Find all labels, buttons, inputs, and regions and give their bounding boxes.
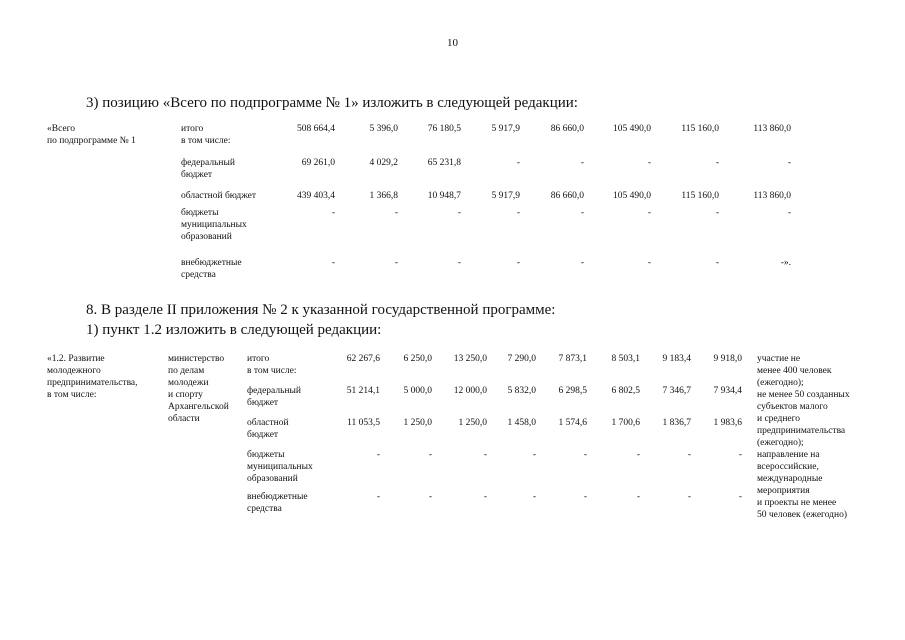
funding-source-label: внебюджетные средства — [181, 258, 242, 280]
table-cell: 1 366,8 — [369, 191, 398, 201]
table-cell: - — [516, 258, 520, 268]
table-cell: - — [428, 492, 432, 502]
table-cell: - — [394, 258, 398, 268]
table1-label: «Всего по подпрограмме № 1 — [47, 124, 136, 146]
table2-label: «1.2. Развитие молодежного предпринимательства, в том числе: — [47, 354, 138, 400]
table-cell: - — [787, 208, 791, 218]
table-cell: 5 000,0 — [403, 386, 432, 396]
table2-executor: министерство по делам молодежи и спорту Архангельской области — [168, 354, 229, 424]
table-cell: - — [532, 492, 536, 502]
table-cell: 1 700,6 — [611, 418, 640, 428]
table-cell: - — [787, 158, 791, 168]
table-cell: - — [738, 492, 742, 502]
table-cell: - — [483, 450, 487, 460]
table-cell: 113 860,0 — [753, 124, 791, 134]
table-cell: 1 836,7 — [662, 418, 691, 428]
table-cell: - — [331, 258, 335, 268]
table-cell: 69 261,0 — [301, 158, 335, 168]
funding-source-label: бюджеты муниципальных образований — [247, 450, 313, 484]
table-cell: - — [516, 158, 520, 168]
table-cell: 1 250,0 — [458, 418, 487, 428]
funding-source-label: внебюджетные средства — [247, 492, 308, 514]
table-cell: - — [583, 492, 587, 502]
table-cell: - — [428, 450, 432, 460]
heading-item-1: 1) пункт 1.2 изложить в следующей редакции: — [86, 322, 382, 338]
table-cell: - — [580, 258, 584, 268]
table-cell: 5 917,9 — [491, 191, 520, 201]
funding-source-label: бюджеты муниципальных образований — [181, 208, 247, 242]
table-cell: - — [457, 258, 461, 268]
table-cell: 5 396,0 — [369, 124, 398, 134]
table-cell: 4 029,2 — [369, 158, 398, 168]
table-cell: - — [715, 258, 719, 268]
table-cell: 9 918,0 — [713, 354, 742, 364]
table-cell: 113 860,0 — [753, 191, 791, 201]
table-cell: - — [715, 158, 719, 168]
table-cell: - — [376, 492, 380, 502]
table-cell: 115 160,0 — [681, 191, 719, 201]
table-cell: - — [647, 158, 651, 168]
table2-result: участие не менее 400 человек (ежегодно); не менее 50 созданных субъектов малого и среднего предпринимательства (ежегодно); направление на всероссийские, международные мероприятия и проекты не менее 50 человек (ежегодно) — [757, 354, 850, 520]
table-cell: 7 290,0 — [507, 354, 536, 364]
table-cell: - — [331, 208, 335, 218]
table-cell: 1 458,0 — [507, 418, 536, 428]
table-cell: - — [580, 208, 584, 218]
table-cell: - — [532, 450, 536, 460]
table-cell: 65 231,8 — [427, 158, 461, 168]
table-cell: 62 267,6 — [346, 354, 380, 364]
heading-section-8: 8. В разделе II приложения № 2 к указанной государственной программе: — [86, 302, 556, 318]
table-cell: 13 250,0 — [453, 354, 487, 364]
table-cell: - — [516, 208, 520, 218]
table-cell: 12 000,0 — [453, 386, 487, 396]
table-cell: 1 250,0 — [403, 418, 432, 428]
table-cell: - — [583, 450, 587, 460]
table-cell: 6 250,0 — [403, 354, 432, 364]
table-cell: 6 298,5 — [558, 386, 587, 396]
table-cell: - — [738, 450, 742, 460]
funding-source-label: федеральный бюджет — [247, 386, 301, 408]
table-cell: 76 180,5 — [427, 124, 461, 134]
table-cell: - — [636, 450, 640, 460]
funding-source-label: итого в том числе: — [181, 124, 231, 146]
table-cell: 86 660,0 — [550, 124, 584, 134]
funding-source-label: итого в том числе: — [247, 354, 297, 376]
table-cell: - — [394, 208, 398, 218]
table-cell: - — [687, 450, 691, 460]
table-cell: 6 802,5 — [611, 386, 640, 396]
table-cell: - — [376, 450, 380, 460]
table-cell: 5 832,0 — [507, 386, 536, 396]
table-cell: 508 664,4 — [297, 124, 335, 134]
funding-source-label: областной бюджет — [247, 418, 289, 440]
funding-source-label: областной бюджет — [181, 191, 257, 201]
page-number: 10 — [447, 37, 458, 49]
table-cell: 51 214,1 — [346, 386, 380, 396]
table-cell: - — [715, 208, 719, 218]
table-cell: 105 490,0 — [613, 124, 651, 134]
table-cell: 7 346,7 — [662, 386, 691, 396]
table-cell: - — [483, 492, 487, 502]
table-cell: 10 948,7 — [427, 191, 461, 201]
table-cell: 11 053,5 — [347, 418, 380, 428]
table-cell: - — [647, 258, 651, 268]
table-cell: 1 983,6 — [713, 418, 742, 428]
table-cell: - — [457, 208, 461, 218]
table-cell: - — [636, 492, 640, 502]
table-cell: - — [687, 492, 691, 502]
table-cell: -». — [780, 258, 791, 268]
table-cell: 9 183,4 — [662, 354, 691, 364]
table-cell: 105 490,0 — [613, 191, 651, 201]
table-cell: 439 403,4 — [297, 191, 335, 201]
table-cell: - — [580, 158, 584, 168]
table-cell: 7 934,4 — [713, 386, 742, 396]
table-cell: 1 574,6 — [558, 418, 587, 428]
table-cell: 5 917,9 — [491, 124, 520, 134]
heading-item-3: 3) позицию «Всего по подпрограмме № 1» изложить в следующей редакции: — [86, 95, 578, 111]
table-cell: 8 503,1 — [611, 354, 640, 364]
table-cell: - — [647, 208, 651, 218]
table-cell: 86 660,0 — [550, 191, 584, 201]
funding-source-label: федеральный бюджет — [181, 158, 235, 180]
table-cell: 7 873,1 — [558, 354, 587, 364]
table-cell: 115 160,0 — [681, 124, 719, 134]
